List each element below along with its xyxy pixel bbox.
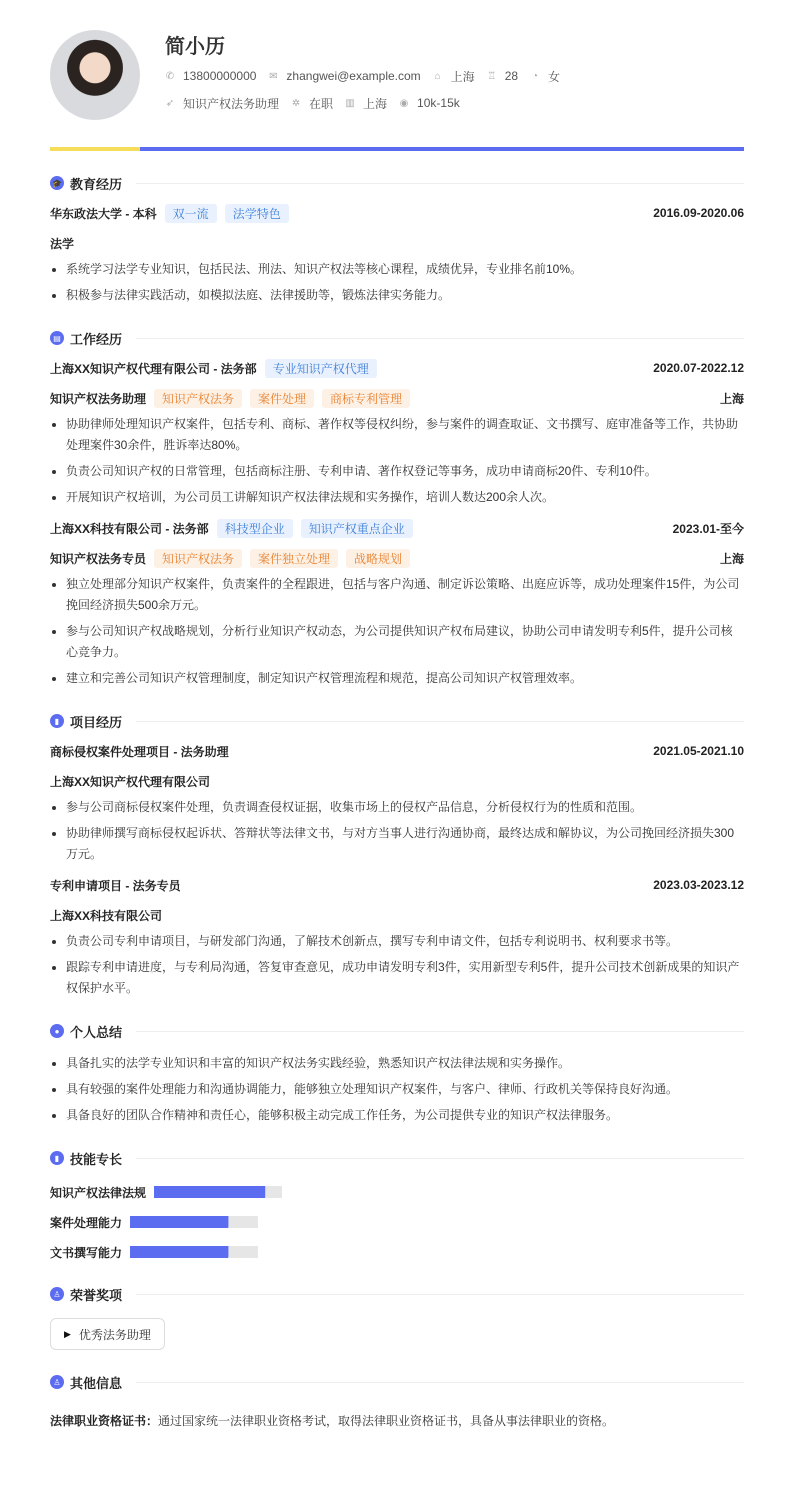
list-item: 跟踪专利申请进度，与专利局沟通，答复审查意见，成功申请发明专利3件，实用新型专利5件，提升公司技术创新成果的知识产权保护水平。 [50, 957, 744, 999]
skill-bar-fill [154, 1186, 265, 1198]
project-item [50, 741, 744, 865]
chart-icon: ▮ [50, 714, 64, 728]
role: 知识产权法务助理 [50, 391, 147, 406]
list-item: 参与公司商标侵权案件处理，负责调查侵权证据，收集市场上的侵权产品信息，分析侵权行为的性质和范围。 [50, 797, 744, 818]
skill-bar-fill [130, 1246, 228, 1258]
tag: 科技型企业 [217, 519, 293, 538]
list-item: 参与公司知识产权战略规划，分析行业知识产权动态，为公司提供知识产权布局建议，协助公司申请发明专利5件，提升公司核心竞争力。 [50, 621, 744, 663]
gender: 女 [548, 69, 561, 84]
section-education: 🎓 教育经历 [50, 173, 744, 193]
section-summary: ● 个人总结 [50, 1021, 744, 1041]
company: 上海XX知识产权代理有限公司 - 法务部 [50, 361, 257, 376]
major: 法学 [50, 236, 75, 251]
project-name: 商标侵权案件处理项目 - 法务助理 [50, 744, 229, 759]
section-awards: ♙ 荣誉奖项 [50, 1284, 744, 1304]
role: 知识产权法务专员 [50, 551, 147, 566]
list-item: 独立处理部分知识产权案件，负责案件的全程跟进，包括与客户沟通、制定诉讼策略、出庭应诉等，成功处理案件15件，为公司挽回经济损失500余万元。 [50, 574, 744, 616]
tag: 双一流 [165, 204, 217, 223]
award-label: 优秀法务助理 [78, 1327, 151, 1342]
list-item: 建立和完善公司知识产权管理制度，制定知识产权管理流程和规范，提高公司知识产权管理效率。 [50, 668, 744, 689]
resume-header [50, 30, 744, 130]
date: 2023.01-至今 [672, 521, 744, 536]
other-text: 通过国家统一法律职业资格考试，取得法律职业资格证书，具备从事法律职业的资格。 [158, 1414, 615, 1428]
work-city: 上海 [363, 96, 388, 111]
list-item: 负责公司知识产权的日常管理，包括商标注册、专利申请、著作权登记等事务，成功申请商标20件、专利10件。 [50, 461, 744, 482]
work-city: 上海 [719, 391, 744, 406]
skill-bar [130, 1216, 258, 1228]
avatar [50, 30, 140, 120]
salary-icon: ◉ [399, 97, 409, 109]
list-item: 协助律师处理知识产权案件，包括专利、商标、著作权等侵权纠纷，参与案件的调查取证、文书撰写、庭审准备等工作，共协助处理案件30余件，胜诉率达80%。 [50, 414, 744, 456]
list-item: 具备扎实的法学专业知识和丰富的知识产权法务实践经验，熟悉知识产权法律法规和实务操作。 [50, 1053, 744, 1074]
gender-icon: ◔ [532, 70, 539, 82]
candidate-name: 简小历 [165, 36, 225, 58]
work-item [50, 518, 744, 689]
skill-bar [130, 1246, 258, 1258]
mail-icon: ✉ [269, 70, 278, 82]
project-org: 上海XX科技有限公司 [50, 908, 163, 923]
project-org: 上海XX知识产权代理有限公司 [50, 774, 211, 789]
date: 2020.07-2022.12 [653, 361, 744, 375]
skill-item [50, 1242, 403, 1262]
work-item [50, 358, 744, 508]
tag: 知识产权法务 [154, 549, 242, 568]
send-icon: ➶ [165, 97, 175, 109]
skill-item [50, 1182, 403, 1202]
phone: 13800000000 [183, 69, 257, 83]
chart-icon: ▮ [50, 1151, 64, 1165]
section-work: ▤ 工作经历 [50, 328, 744, 348]
list-item: 具有较强的案件处理能力和沟通协调能力，能够独立处理知识产权案件，与客户、律师、行政机关等保持良好沟通。 [50, 1079, 744, 1100]
tag: 案件独立处理 [250, 549, 338, 568]
award-icon: ♙ [50, 1287, 64, 1301]
skill-name: 知识产权法律法规 [50, 1185, 147, 1200]
tag: 知识产权重点企业 [301, 519, 413, 538]
skill-bar-fill [130, 1216, 228, 1228]
list-item: 系统学习法学专业知识，包括民法、刑法、知识产权法等核心课程，成绩优异，专业排名前10%。 [50, 259, 744, 280]
award-icon: ♙ [50, 1375, 64, 1389]
position: 知识产权法务助理 [183, 96, 280, 111]
status-icon: ✲ [291, 97, 301, 109]
home-icon: ⌂ [434, 70, 441, 82]
section-skills: ▮ 技能专长 [50, 1148, 744, 1168]
award-item[interactable] [50, 1318, 165, 1350]
phone-icon: ✆ [165, 70, 175, 82]
status: 在职 [309, 96, 334, 111]
tag: 知识产权法务 [154, 389, 242, 408]
briefcase-icon: ▤ [50, 331, 64, 345]
project-item [50, 875, 744, 999]
cake-icon: ♖ [487, 70, 497, 82]
date: 2023.03-2023.12 [653, 878, 744, 892]
other-label: 法律职业资格证书： [50, 1414, 159, 1428]
play-icon: ▶ [64, 1328, 71, 1339]
skill-bar [154, 1186, 282, 1198]
header-divider [50, 147, 744, 151]
date: 2016.09-2020.06 [653, 206, 744, 220]
tag: 商标专利管理 [322, 389, 410, 408]
email: zhangwei@example.com [286, 69, 421, 83]
tag: 法学特色 [225, 204, 289, 223]
date: 2021.05-2021.10 [653, 744, 744, 758]
project-name: 专利申请项目 - 法务专员 [50, 878, 181, 893]
company: 上海XX科技有限公司 - 法务部 [50, 521, 209, 536]
list-item: 开展知识产权培训，为公司员工讲解知识产权法律法规和实务操作，培训人数达200余人次。 [50, 487, 744, 508]
school: 华东政法大学 - 本科 [50, 206, 157, 221]
tag: 案件处理 [250, 389, 314, 408]
other-info [50, 1412, 744, 1429]
list-item: 协助律师撰写商标侵权起诉状、答辩状等法律文书，与对方当事人进行沟通协商，最终达成和解协议，为公司挽回经济损失300万元。 [50, 823, 744, 865]
list-item: 积极参与法律实践活动，如模拟法庭、法律援助等，锻炼法律实务能力。 [50, 285, 744, 306]
section-other: ♙ 其他信息 [50, 1372, 744, 1392]
salary: 10k-15k [417, 96, 460, 110]
tag: 战略规划 [346, 549, 410, 568]
section-projects: ▮ 项目经历 [50, 711, 744, 731]
skill-name: 案件处理能力 [50, 1215, 123, 1230]
work-city: 上海 [719, 551, 744, 566]
tag: 专业知识产权代理 [265, 359, 377, 378]
list-item: 负责公司专利申请项目，与研发部门沟通，了解技术创新点，撰写专利申请文件，包括专利说明书、权利要求书等。 [50, 931, 744, 952]
age: 28 [504, 69, 519, 83]
graduation-cap-icon: 🎓 [50, 176, 64, 190]
skill-item [50, 1212, 403, 1232]
city: 上海 [450, 69, 475, 84]
list-item: 具备良好的团队合作精神和责任心，能够积极主动完成工作任务，为公司提供专业的知识产权法律服务。 [50, 1105, 744, 1126]
user-icon: ● [50, 1024, 64, 1038]
building-icon: ▥ [345, 97, 355, 109]
skill-name: 文书撰写能力 [50, 1245, 123, 1260]
